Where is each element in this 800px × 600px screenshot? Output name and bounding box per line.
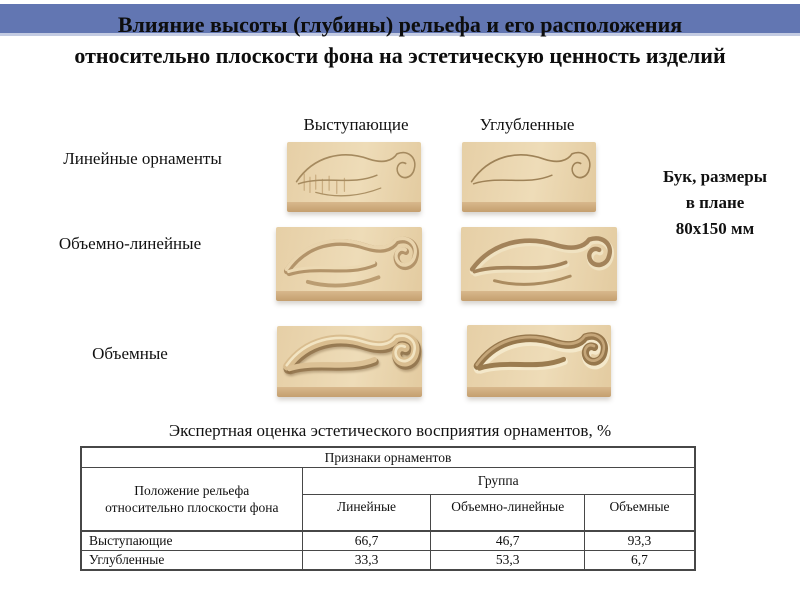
wood-sample-volume-recessed <box>467 325 611 397</box>
table-cell: 66,7 <box>302 531 431 551</box>
wood-sample-side-face <box>467 387 611 397</box>
table-header-top: Признаки орнаментов <box>81 447 695 468</box>
wood-sample-side-face <box>462 202 596 212</box>
ornament-volume-linear-recessed-image <box>461 227 617 291</box>
wood-sample-top-face <box>461 227 617 291</box>
ornament-volume-raised-image <box>277 326 422 387</box>
wood-sample-top-face <box>276 227 422 291</box>
wood-sample-side-face <box>287 202 421 212</box>
table-cell: 6,7 <box>584 551 695 571</box>
wood-sample-side-face <box>276 291 422 301</box>
wood-sample-volume-raised <box>277 326 422 397</box>
wood-sample-side-face <box>461 291 617 301</box>
slide-title: Влияние высоты (глубины) рельефа и его расположения относительно плоскости фона на эстетическую ценность изделий <box>74 12 726 68</box>
table-cell: 93,3 <box>584 531 695 551</box>
table-column-volume: Объемные <box>584 495 695 532</box>
material-note-line2: в плане <box>685 193 745 212</box>
material-note-line1: Бук, размеры <box>662 167 767 186</box>
ornament-linear-raised-image <box>287 142 421 202</box>
table-column-volume-linear: Объемно-линейные <box>431 495 585 532</box>
table-row-recessed <box>81 551 695 571</box>
wood-sample-volume-linear-recessed <box>461 227 617 301</box>
ornament-linear-recessed-image <box>462 142 596 202</box>
row-label-volume: Объемные <box>92 344 168 363</box>
row-label-volume-linear: Объемно-линейные <box>58 234 202 253</box>
table-column-linear: Линейные <box>302 495 431 532</box>
expert-scores-table <box>80 446 696 571</box>
column-header-recessed: Углубленные <box>479 115 575 134</box>
table-cell: 53,3 <box>431 551 585 571</box>
table-caption: Экспертная оценка эстетического восприятия орнаментов, % <box>168 421 612 440</box>
ornament-volume-recessed-image <box>467 325 611 387</box>
table-header-left: Положение рельефа относительно плоскости фона <box>81 468 302 532</box>
table-row-raised <box>81 531 695 551</box>
wood-sample-volume-linear-raised <box>276 227 422 301</box>
row-label-linear: Линейные орнаменты <box>63 149 222 168</box>
wood-sample-linear-recessed <box>462 142 596 212</box>
wood-sample-top-face <box>287 142 421 202</box>
wood-sample-side-face <box>277 387 422 397</box>
table-row-label: Выступающие <box>81 531 302 551</box>
column-header-raised: Выступающие <box>303 115 409 134</box>
wood-sample-linear-raised <box>287 142 421 212</box>
table-cell: 46,7 <box>431 531 585 551</box>
wood-sample-top-face <box>277 326 422 387</box>
table-header-group: Группа <box>302 468 695 495</box>
wood-sample-top-face <box>462 142 596 202</box>
wood-sample-top-face <box>467 325 611 387</box>
material-note <box>632 164 798 242</box>
table-cell: 33,3 <box>302 551 431 571</box>
material-note-line3: 80х150 мм <box>675 219 755 238</box>
table-row-label: Углубленные <box>81 551 302 571</box>
ornament-volume-linear-raised-image <box>276 227 422 291</box>
